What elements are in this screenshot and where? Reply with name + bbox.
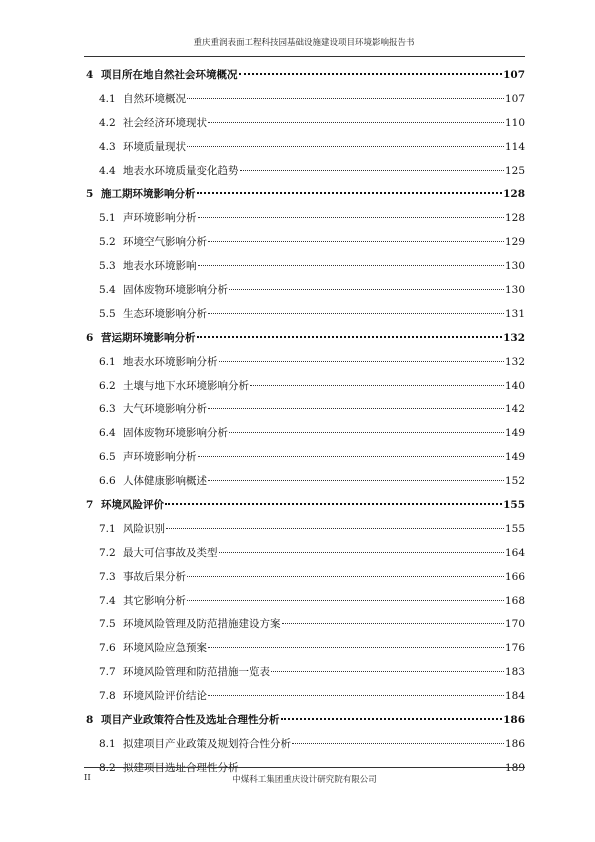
toc-section-entry[interactable] — [84, 255, 525, 279]
toc-entry-title: 营运期环境影响分析 — [101, 331, 196, 344]
toc-dot-leader — [198, 217, 504, 218]
toc-entry-number: 7.1 — [99, 522, 116, 535]
toc-entry-number: 6.5 — [99, 451, 116, 464]
toc-entry-page: 107 — [503, 69, 525, 81]
toc-entry-page: 110 — [504, 116, 525, 129]
toc-section-entry[interactable] — [84, 661, 525, 685]
toc-entry-page: 168 — [504, 594, 525, 607]
toc-chapter-entry[interactable] — [84, 327, 525, 351]
toc-entry-title: 施工期环境影响分析 — [101, 188, 196, 201]
toc-section-entry[interactable] — [84, 446, 525, 470]
toc-entry-page: 176 — [504, 642, 525, 655]
toc-entry-page: 164 — [504, 546, 525, 559]
toc-entry-page: 125 — [504, 164, 525, 177]
toc-entry-page: 184 — [504, 690, 525, 703]
toc-entry-page: 142 — [504, 403, 525, 416]
toc-entry-number: 4 — [86, 69, 94, 81]
toc-entry-number: 7.7 — [99, 666, 116, 679]
toc-entry-title: 社会经济环境现状 — [123, 116, 207, 129]
toc-dot-leader — [239, 73, 503, 75]
toc-entry-title: 环境风险应急预案 — [123, 642, 207, 655]
toc-entry-title: 自然环境概况 — [123, 92, 186, 105]
toc-dot-leader — [187, 600, 504, 601]
toc-entry-page: 166 — [504, 570, 525, 583]
toc-entry-page: 129 — [504, 236, 525, 249]
toc-entry-title: 风险识别 — [123, 522, 165, 535]
toc-entry-title: 地表水环境影响分析 — [123, 355, 218, 368]
toc-entry-number: 5 — [86, 188, 94, 201]
toc-dot-leader — [208, 695, 504, 696]
toc-entry-number: 8 — [86, 714, 94, 727]
toc-entry-number: 8.2 — [99, 761, 116, 774]
toc-entry-page: 132 — [503, 331, 525, 344]
toc-entry-page: 149 — [504, 451, 525, 464]
toc-entry-page: 128 — [503, 188, 525, 201]
running-header: 重庆重润表面工程科技园基础设施建设项目环境影响报告书 — [193, 38, 415, 48]
footer-organization: 中煤科工集团重庆设计研究院有限公司 — [232, 775, 377, 785]
toc-dot-leader — [197, 192, 503, 194]
toc-dot-leader — [208, 480, 504, 481]
toc-section-entry[interactable] — [84, 637, 525, 661]
toc-entry-page: 130 — [504, 284, 525, 297]
toc-dot-leader — [281, 718, 503, 720]
toc-entry-title: 项目产业政策符合性及选址合理性分析 — [101, 714, 280, 727]
toc-entry-number: 8.1 — [99, 737, 116, 750]
toc-section-entry[interactable] — [84, 685, 525, 709]
toc-dot-leader — [250, 385, 504, 386]
toc-entry-page: 107 — [504, 92, 525, 105]
toc-entry-title: 最大可信事故及类型 — [123, 546, 218, 559]
toc-entry-number: 4.3 — [99, 140, 116, 153]
toc-entry-title: 大气环境影响分析 — [123, 403, 207, 416]
toc-entry-title: 拟建项目选址合理性分析 — [123, 761, 239, 774]
toc-entry-title: 其它影响分析 — [123, 594, 186, 607]
toc-entry-page: 149 — [504, 427, 525, 440]
toc-entry-title: 环境风险管理和防范措施一览表 — [123, 666, 270, 679]
toc-section-entry[interactable] — [84, 422, 525, 446]
toc-entry-number: 7 — [86, 499, 94, 512]
toc-entry-page: 155 — [504, 522, 525, 535]
toc-entry-title: 声环境影响分析 — [123, 212, 197, 225]
toc-entry-number: 4.1 — [99, 92, 116, 105]
toc-dot-leader — [229, 289, 504, 290]
toc-dot-leader — [198, 265, 504, 266]
toc-dot-leader — [208, 408, 504, 409]
toc-section-entry[interactable] — [84, 375, 525, 399]
toc-entry-title: 地表水环境影响 — [123, 260, 197, 273]
toc-entry-title: 人体健康影响概述 — [123, 475, 207, 488]
toc-entry-page: 170 — [504, 618, 525, 631]
toc-entry-title: 土壤与地下水环境影响分析 — [123, 379, 249, 392]
toc-section-entry[interactable] — [84, 279, 525, 303]
toc-dot-leader — [187, 98, 504, 99]
toc-dot-leader — [219, 552, 504, 553]
toc-entry-number: 5.1 — [99, 212, 116, 225]
toc-entry-title: 项目所在地自然社会环境概况 — [101, 69, 238, 81]
toc-entry-page: 152 — [504, 475, 525, 488]
toc-entry-number: 6 — [86, 331, 94, 344]
toc-entry-number: 7.5 — [99, 618, 116, 631]
toc-entry-page: 155 — [503, 499, 525, 512]
toc-section-entry[interactable] — [84, 207, 525, 231]
toc-entry-number: 7.2 — [99, 546, 116, 559]
toc-entry-number: 6.4 — [99, 427, 116, 440]
toc-entry-number: 5.3 — [99, 260, 116, 273]
toc-entry-number: 4.4 — [99, 164, 116, 177]
toc-chapter-entry[interactable] — [84, 709, 525, 733]
toc-entry-page: 189 — [504, 761, 525, 774]
toc-dot-leader — [240, 170, 504, 171]
toc-section-entry[interactable] — [84, 351, 525, 375]
toc-dot-leader — [198, 456, 504, 457]
toc-entry-number: 4.2 — [99, 116, 116, 129]
toc-entry-number: 7.4 — [99, 594, 116, 607]
toc-dot-leader — [271, 671, 504, 672]
toc-entry-number: 5.4 — [99, 284, 116, 297]
toc-entry-page: 186 — [503, 714, 525, 727]
toc-entry-number: 7.6 — [99, 642, 116, 655]
toc-entry-title: 声环境影响分析 — [123, 451, 197, 464]
toc-section-entry[interactable] — [84, 231, 525, 255]
toc-entry-number: 6.3 — [99, 403, 116, 416]
toc-chapter-entry[interactable] — [84, 64, 525, 88]
toc-dot-leader — [282, 623, 504, 624]
toc-entry-number: 7.3 — [99, 570, 116, 583]
toc-entry-page: 186 — [504, 737, 525, 750]
toc-entry-page: 132 — [504, 355, 525, 368]
toc-dot-leader — [187, 146, 504, 147]
footer-divider — [84, 767, 525, 768]
toc-dot-leader — [208, 241, 504, 242]
toc-entry-page: 131 — [504, 307, 525, 320]
toc-section-entry[interactable] — [84, 542, 525, 566]
toc-section-entry[interactable] — [84, 303, 525, 327]
toc-section-entry[interactable] — [84, 590, 525, 614]
header-divider — [84, 56, 525, 57]
toc-entry-page: 114 — [504, 140, 525, 153]
toc-entry-title: 固体废物环境影响分析 — [123, 427, 228, 440]
toc-dot-leader — [208, 122, 504, 123]
toc-entry-title: 环境风险评价 — [101, 499, 164, 512]
toc-entry-page: 140 — [504, 379, 525, 392]
toc-section-entry[interactable] — [84, 733, 525, 757]
toc-dot-leader — [166, 528, 504, 529]
toc-section-entry[interactable] — [84, 112, 525, 136]
toc-dot-leader — [187, 576, 504, 577]
toc-entry-title: 环境质量现状 — [123, 140, 186, 153]
toc-dot-leader — [208, 647, 504, 648]
toc-section-entry[interactable] — [84, 613, 525, 637]
toc-entry-title: 事故后果分析 — [123, 570, 186, 583]
toc-dot-leader — [292, 743, 504, 744]
toc-dot-leader — [165, 503, 502, 505]
toc-entry-number: 7.8 — [99, 690, 116, 703]
toc-dot-leader — [208, 313, 504, 314]
toc-section-entry[interactable] — [84, 398, 525, 422]
table-of-contents — [84, 64, 525, 781]
toc-section-entry[interactable] — [84, 518, 525, 542]
toc-entry-title: 环境风险管理及防范措施建设方案 — [123, 618, 281, 631]
toc-dot-leader — [229, 432, 504, 433]
toc-entry-number: 5.2 — [99, 236, 116, 249]
toc-dot-leader — [197, 336, 503, 338]
toc-section-entry[interactable] — [84, 88, 525, 112]
toc-section-entry[interactable] — [84, 566, 525, 590]
toc-entry-title: 生态环境影响分析 — [123, 307, 207, 320]
page-number: II — [84, 773, 91, 783]
toc-entry-number: 5.5 — [99, 307, 116, 320]
toc-section-entry[interactable] — [84, 470, 525, 494]
toc-chapter-entry[interactable] — [84, 494, 525, 518]
toc-entry-title: 拟建项目产业政策及规划符合性分析 — [123, 737, 291, 750]
toc-section-entry[interactable] — [84, 160, 525, 184]
toc-entry-number: 6.2 — [99, 379, 116, 392]
toc-entry-title: 环境风险评价结论 — [123, 690, 207, 703]
toc-entry-page: 130 — [504, 260, 525, 273]
toc-entry-page: 128 — [504, 212, 525, 225]
toc-chapter-entry[interactable] — [84, 183, 525, 207]
toc-entry-page: 183 — [504, 666, 525, 679]
toc-entry-number: 6.1 — [99, 355, 116, 368]
toc-entry-number: 6.6 — [99, 475, 116, 488]
toc-section-entry[interactable] — [84, 136, 525, 160]
toc-entry-title: 环境空气影响分析 — [123, 236, 207, 249]
toc-entry-title: 固体废物环境影响分析 — [123, 284, 228, 297]
toc-entry-title: 地表水环境质量变化趋势 — [123, 164, 239, 177]
toc-dot-leader — [219, 361, 504, 362]
